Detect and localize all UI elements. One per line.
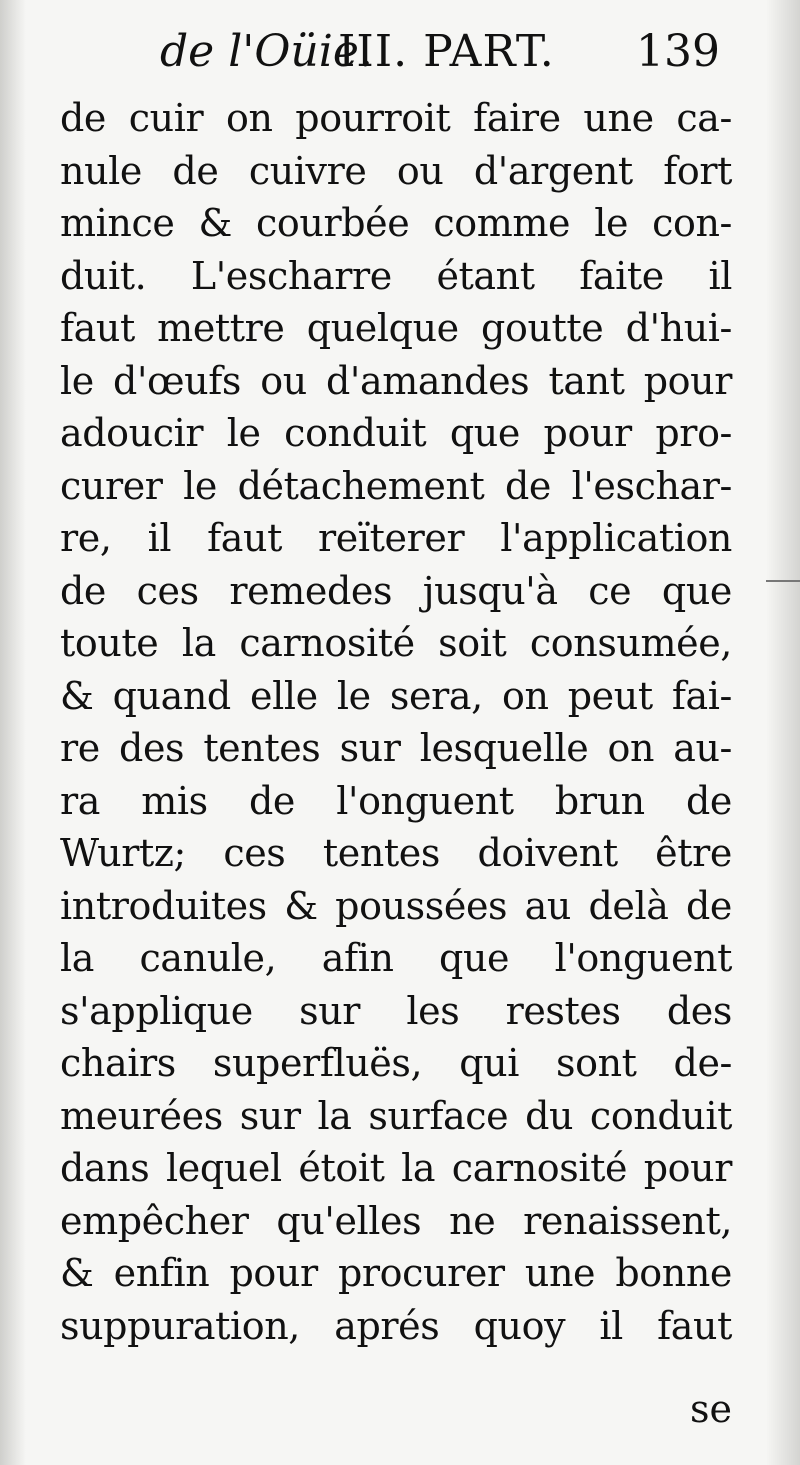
text-line: s'applique sur les restes des bbox=[60, 988, 732, 1033]
margin-mark bbox=[766, 580, 800, 582]
text-line: faut mettre quelque goutte d'hui- bbox=[60, 306, 732, 350]
text-line: Wurtz; ces tentes doivent être bbox=[60, 831, 732, 875]
text-line: le d'œufs ou d'amandes tant pour bbox=[60, 358, 732, 403]
text-line: nule de cuivre ou d'argent fort bbox=[60, 148, 732, 193]
text-line: re, il faut reïterer l'application bbox=[60, 516, 732, 560]
running-header bbox=[160, 22, 720, 82]
text-line: de ces remedes jusqu'à ce que bbox=[60, 568, 732, 613]
text-line: adoucir le conduit que pour pro- bbox=[60, 411, 732, 455]
page-number: 139 bbox=[636, 26, 720, 77]
text-line: suppuration, aprés quoy il faut bbox=[60, 1303, 732, 1348]
text-line: duit. L'escharre étant faite il bbox=[60, 253, 732, 298]
text-line: chairs superfluës, qui sont de- bbox=[60, 1041, 732, 1085]
text-line: & enfin pour procurer une bonne bbox=[60, 1251, 732, 1295]
text-line: toute la carnosité soit consumée, bbox=[60, 621, 732, 665]
text-line: curer le détachement de l'eschar- bbox=[60, 463, 732, 508]
part-label: III. PART. bbox=[338, 26, 555, 77]
text-line: dans lequel étoit la carnosité pour bbox=[60, 1146, 732, 1190]
text-line: & quand elle le sera, on peut fai- bbox=[60, 673, 732, 718]
text-line: de cuir on pourroit faire une ca- bbox=[60, 96, 732, 140]
running-title: de l'Oüie. bbox=[160, 26, 373, 77]
text-line: introduites & poussées au delà de bbox=[60, 883, 732, 928]
text-line: re des tentes sur lesquelle on au- bbox=[60, 726, 732, 770]
catchword: se bbox=[690, 1387, 732, 1431]
text-line: la canule, afin que l'onguent bbox=[60, 936, 732, 980]
text-line: empêcher qu'elles ne renaissent, bbox=[60, 1198, 732, 1243]
body-text bbox=[60, 92, 732, 1352]
text-line: ra mis de l'onguent brun de bbox=[60, 778, 732, 823]
text-line: mince & courbée comme le con- bbox=[60, 201, 732, 245]
text-line: meurées sur la surface du conduit bbox=[60, 1093, 732, 1138]
